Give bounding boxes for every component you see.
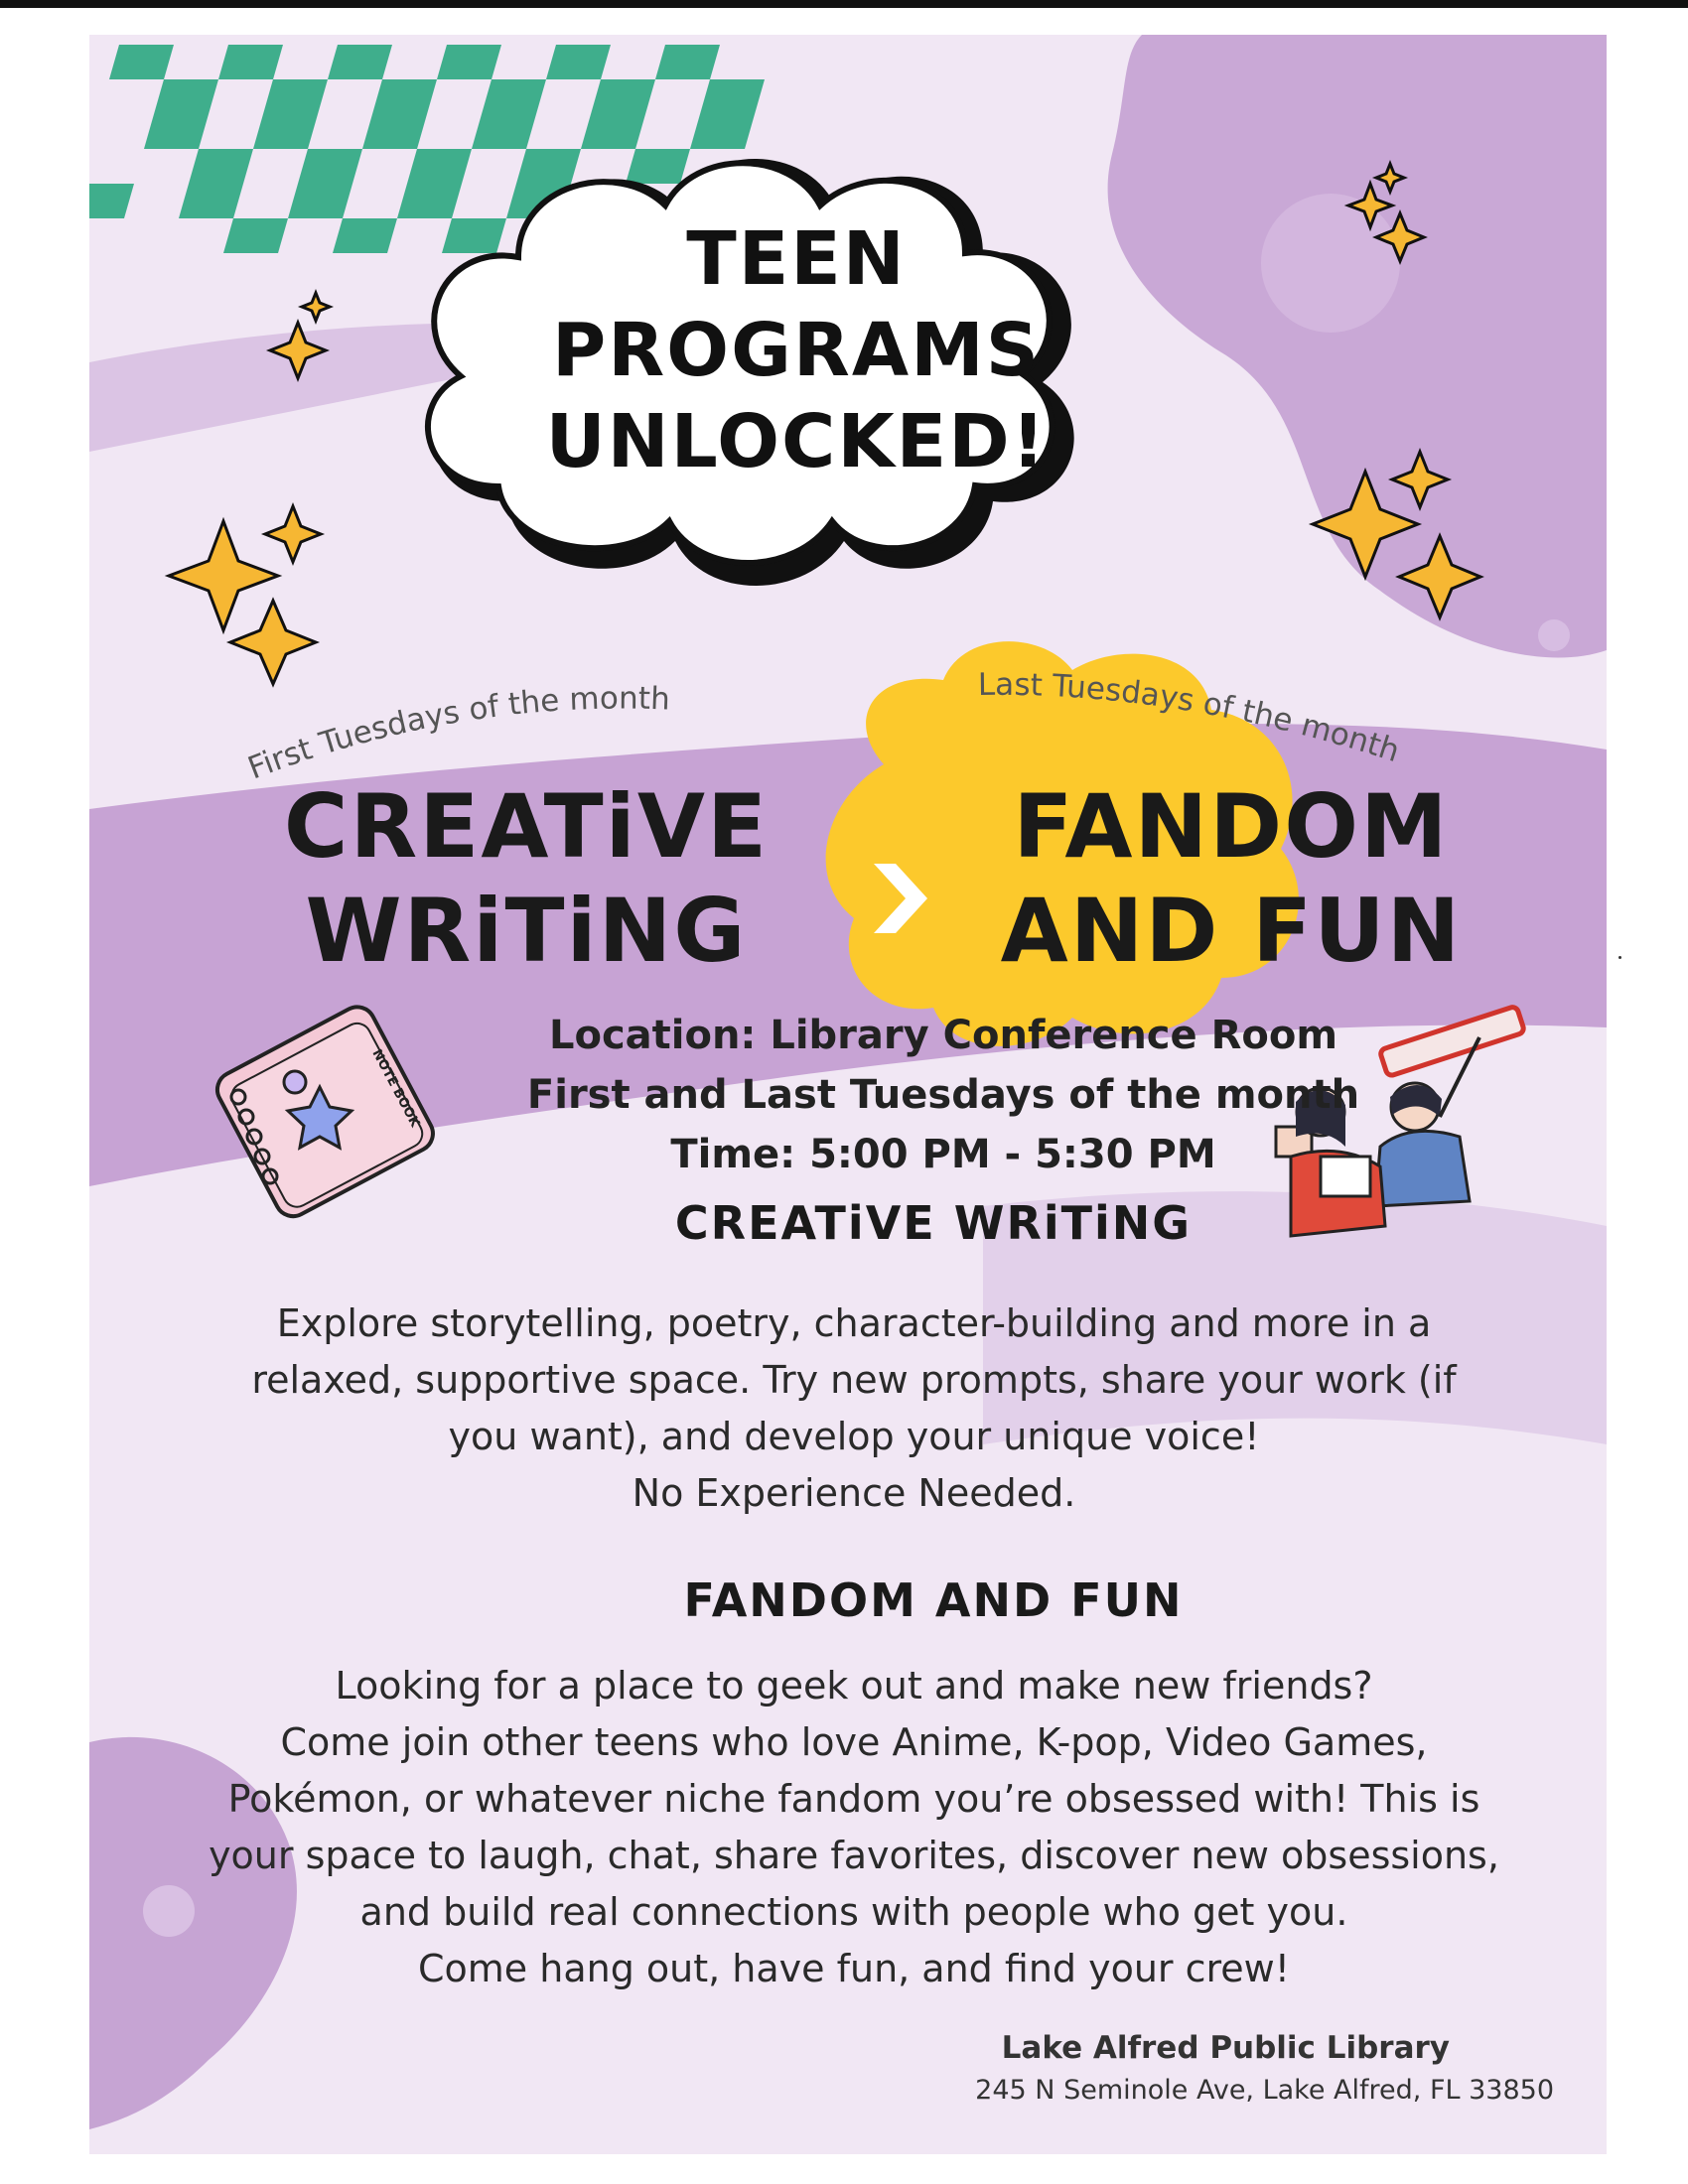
fandom-line: and build real connections with people who get you.: [359, 1890, 1348, 1934]
page-title: [538, 213, 1055, 487]
creative-title-line-2: WRiTiNG: [305, 880, 748, 982]
fandom-line: Pokémon, or whatever niche fandom you’re obsessed with! This is: [227, 1777, 1480, 1821]
creative-schedule-label: First Tuesdays of the month: [242, 680, 671, 787]
blob-circle: [1261, 194, 1400, 333]
creative-line: Explore storytelling, poetry, character-building and more in a: [276, 1301, 1432, 1345]
fandom-line: Looking for a place to geek out and make new friends?: [335, 1664, 1373, 1707]
fandom-line: Come hang out, have fun, and find your crew!: [417, 1947, 1290, 1990]
fandom-line: Come join other teens who love Anime, K-pop, Video Games,: [280, 1720, 1428, 1764]
library-address: 245 N Seminole Ave, Lake Alfred, FL 33850: [975, 2075, 1554, 2106]
location-text: Location: Library Conference Room: [548, 1013, 1338, 1058]
creative-writing-heading: CREATiVE WRiTiNG: [674, 1196, 1193, 1250]
fandom-and-fun-description: [129, 1658, 1579, 1997]
scan-top-border: [0, 0, 1688, 8]
fandom-and-fun-heading: FANDOM AND FUN: [683, 1573, 1184, 1627]
scan-dot: [1618, 956, 1621, 959]
notebook-label: NOTE BOOK: [368, 1046, 423, 1131]
flyer: [89, 35, 1607, 2154]
creative-line: relaxed, supportive space. Try new prompts, share your work (if: [251, 1358, 1457, 1402]
library-name: Lake Alfred Public Library: [1001, 2030, 1450, 2066]
fandom-schedule-label: Last Tuesdays of the month: [977, 666, 1404, 770]
creative-line: you want), and develop your unique voice!: [448, 1415, 1260, 1458]
creative-line: No Experience Needed.: [632, 1471, 1076, 1515]
fandom-title-line-1: FANDOM: [1013, 775, 1450, 878]
blob-dot: [1538, 619, 1570, 651]
title-line-2: PROGRAMS: [551, 308, 1042, 393]
creative-title-line-1: CREATiVE: [283, 775, 770, 878]
title-line-3: UNLOCKED!: [545, 399, 1048, 484]
fandom-title-line-2: AND FUN: [1000, 880, 1463, 982]
blob-top-right: [1108, 35, 1607, 658]
fandom-line: your space to laugh, chat, share favorites, discover new obsessions,: [209, 1834, 1499, 1877]
days-text: First and Last Tuesdays of the month: [526, 1072, 1360, 1118]
title-line-1: TEEN: [686, 216, 907, 302]
fandom-and-fun-title: [933, 774, 1529, 983]
creative-writing-title: [248, 774, 804, 983]
creative-writing-description: [149, 1296, 1559, 1522]
time-text: Time: 5:00 PM - 5:30 PM: [670, 1132, 1216, 1177]
